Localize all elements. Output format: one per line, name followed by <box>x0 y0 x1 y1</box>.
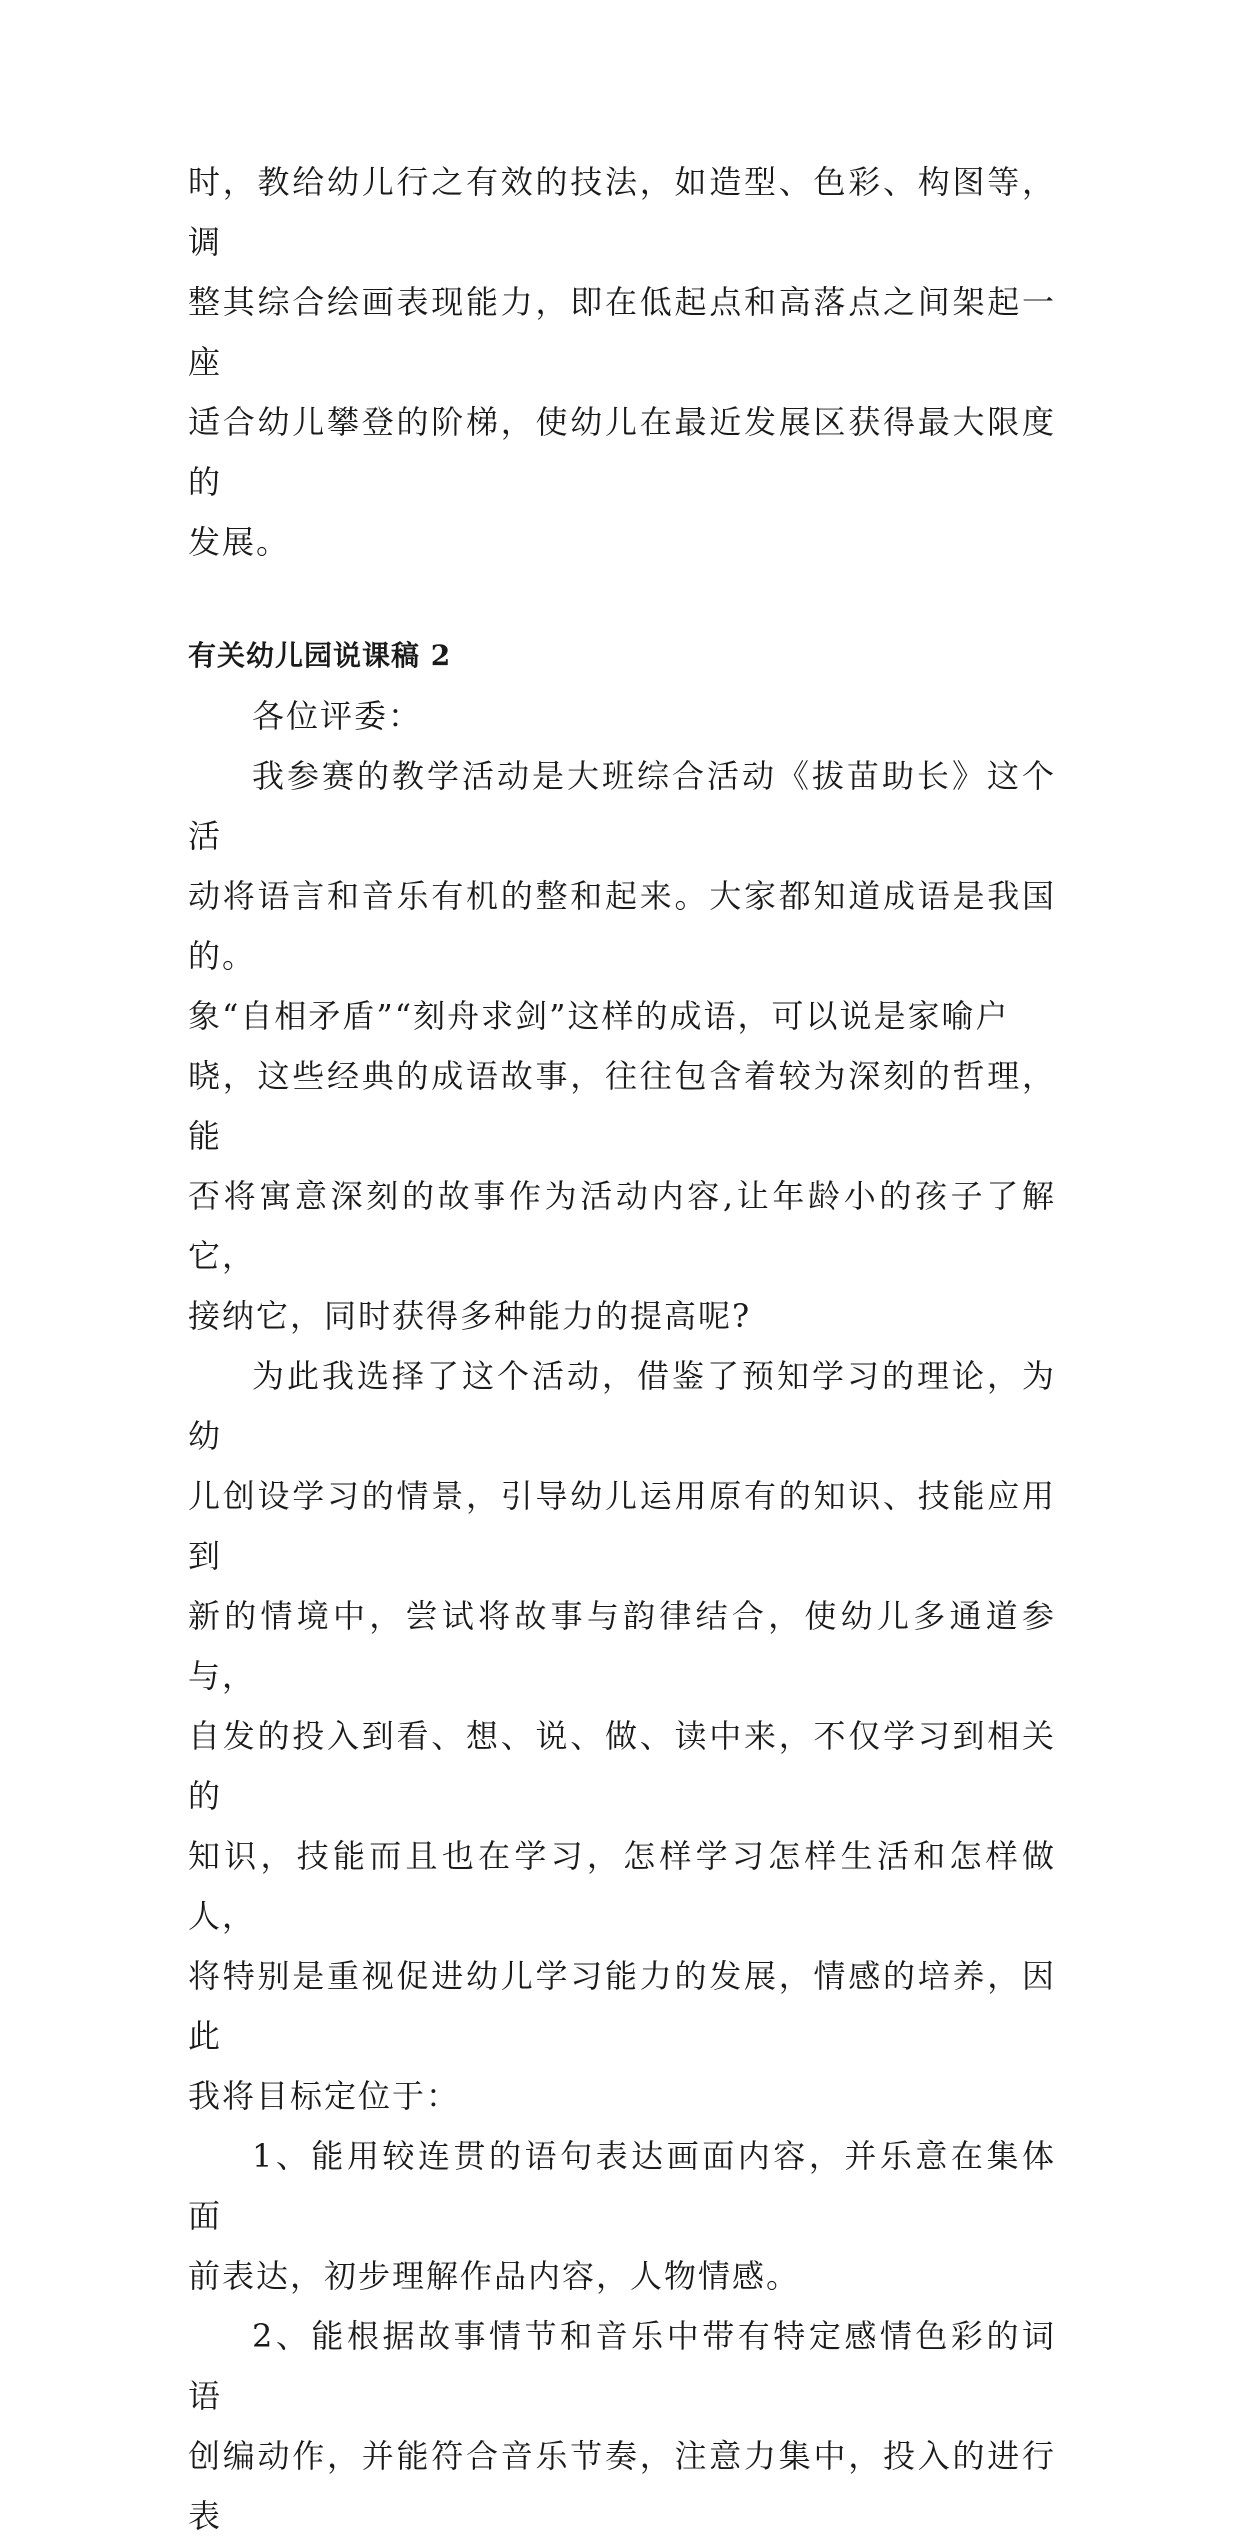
text-line: 接纳它，同时获得多种能力的提高呢? <box>188 1297 752 1335</box>
text-line: 创编动作，并能符合音乐节奏，注意力集中，投入的进行表 <box>188 2437 1056 2535</box>
goal-item-1 <box>188 2126 1056 2306</box>
text-line: 自发的投入到看、想、说、做、读中来，不仅学习到相关的 <box>188 1717 1056 1815</box>
text-line: 为此我选择了这个活动，借鉴了预知学习的理论，为幼 <box>188 1357 1056 1455</box>
section-title: 有关幼儿园说课稿 2 <box>188 639 452 672</box>
paragraph-2 <box>188 1346 1056 2126</box>
text-line: 否将寓意深刻的故事作为活动内容,让年龄小的孩子了解它， <box>188 1177 1056 1275</box>
continuation-paragraph <box>188 152 1056 572</box>
text-line: 时，教给幼儿行之有效的技法，如造型、色彩、构图等，调 <box>188 163 1056 261</box>
goal-item-2 <box>188 2306 1056 2546</box>
text-line: 我将目标定位于： <box>188 2077 461 2115</box>
text-line: 我参赛的教学活动是大班综合活动《拔苗助长》这个活 <box>188 757 1056 855</box>
text-line: 1、能用较连贯的语句表达画面内容，并乐意在集体面 <box>188 2137 1056 2235</box>
text-line: 象“自相矛盾”“刻舟求剑”这样的成语，可以说是家喻户 <box>188 997 1010 1035</box>
text-line: 儿创设学习的情景，引导幼儿运用原有的知识、技能应用到 <box>188 1477 1056 1575</box>
text-line: 前表达，初步理解作品内容，人物情感。 <box>188 2257 801 2295</box>
text-line: 新的情境中，尝试将故事与韵律结合，使幼儿多通道参与， <box>188 1597 1056 1695</box>
paragraph-1 <box>188 746 1056 1346</box>
text-line: 将特别是重视促进幼儿学习能力的发展，情感的培养，因此 <box>188 1957 1056 2055</box>
text-line: 知识，技能而且也在学习，怎样学习怎样生活和怎样做人， <box>188 1837 1056 1935</box>
text-line: 适合幼儿攀登的阶梯，使幼儿在最近发展区获得最大限度的 <box>188 403 1056 501</box>
text-line: 2、能根据故事情节和音乐中带有特定感情色彩的词语 <box>188 2317 1056 2415</box>
text-line: 动将语言和音乐有机的整和起来。大家都知道成语是我国的。 <box>188 877 1056 975</box>
text-line: 发展。 <box>188 523 291 561</box>
text-line: 整其综合绘画表现能力，即在低起点和高落点之间架起一座 <box>188 283 1056 381</box>
salutation: 各位评委： <box>252 697 423 735</box>
text-line: 晓，这些经典的成语故事，往往包含着较为深刻的哲理，能 <box>188 1057 1056 1155</box>
document-page <box>188 152 1056 2546</box>
